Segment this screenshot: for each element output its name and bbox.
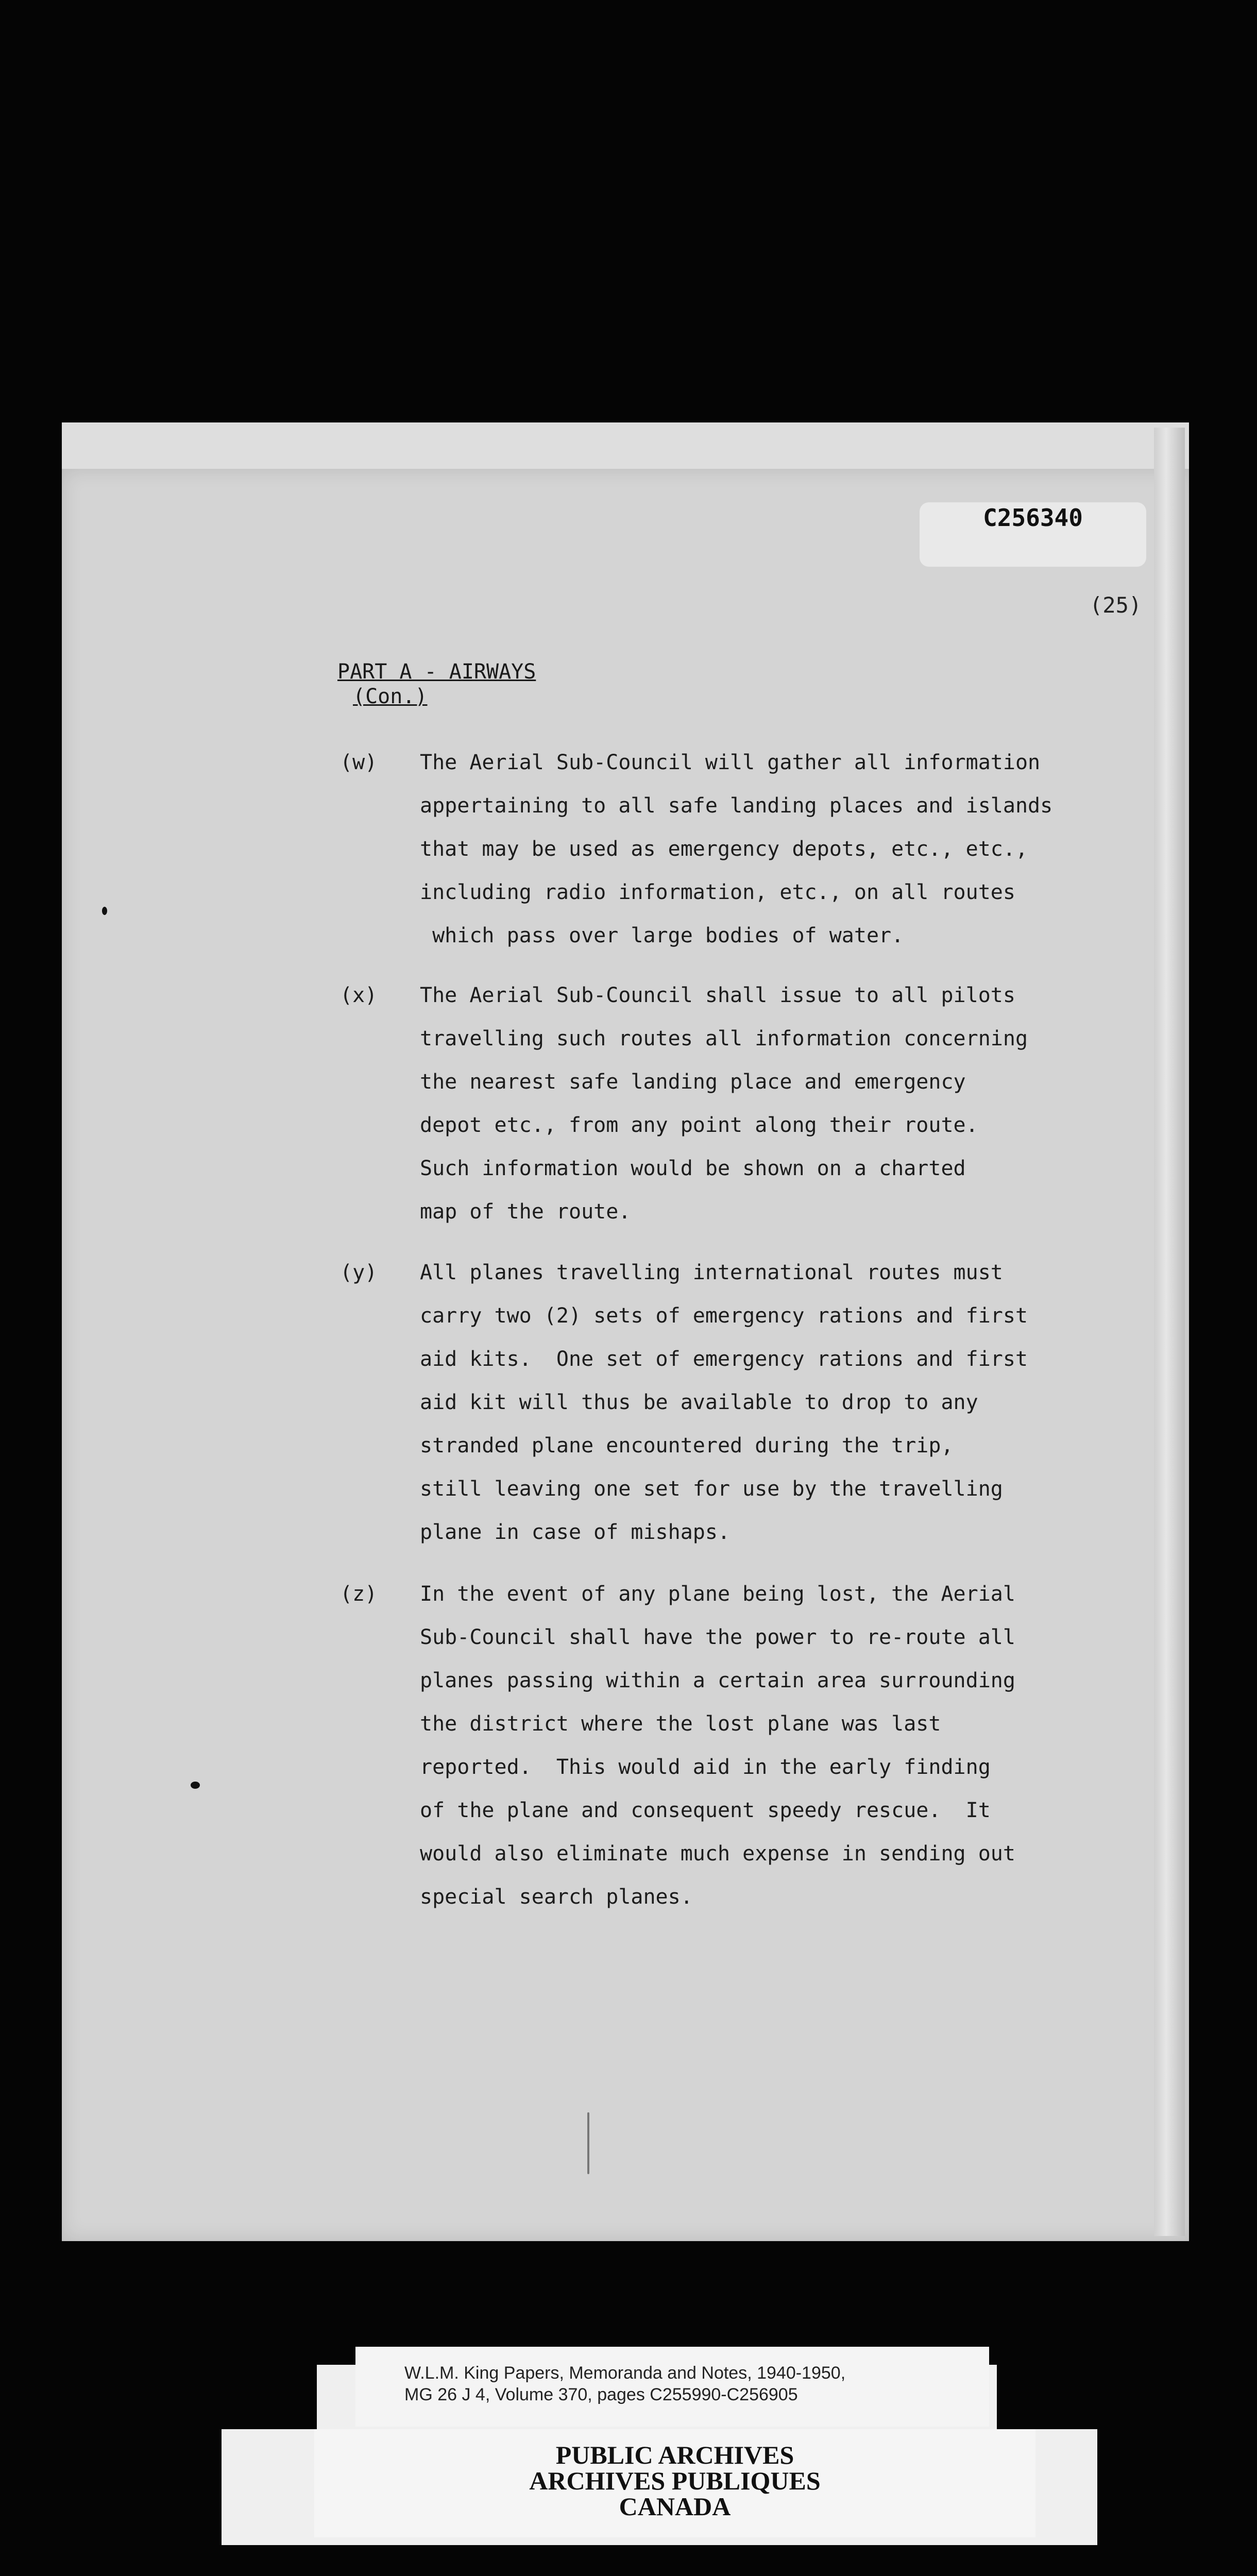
- paragraph-line: All planes travelling international routes must: [420, 1261, 1003, 1284]
- paragraph-line: The Aerial Sub-Council shall issue to all pilots: [420, 984, 1015, 1007]
- paragraph-label: (z): [340, 1582, 378, 1606]
- archives-line: ARCHIVES PUBLIQUES: [529, 2466, 821, 2495]
- paragraph-line: In the event of any plane being lost, the Aerial: [420, 1582, 1015, 1606]
- paragraph-line: including radio information, etc., on all routes: [420, 880, 1015, 904]
- paragraph-line: appertaining to all safe landing places and islands: [420, 794, 1053, 818]
- section-heading: [337, 659, 536, 709]
- paragraph-line: that may be used as emergency depots, etc., etc.,: [420, 837, 1028, 861]
- paragraph-y: [340, 1251, 1144, 1554]
- paragraph-line: Such information would be shown on a charted: [420, 1157, 966, 1180]
- paragraph-line: carry two (2) sets of emergency rations and first: [420, 1304, 1028, 1328]
- archives-line: CANADA: [619, 2492, 731, 2521]
- paragraph-line: aid kits. One set of emergency rations and first: [420, 1347, 1028, 1371]
- citation-line: W.L.M. King Papers, Memoranda and Notes, 1940-1950,: [404, 2363, 846, 2383]
- paragraph-line: which pass over large bodies of water.: [420, 924, 904, 947]
- paragraph-line: The Aerial Sub-Council will gather all information: [420, 751, 1041, 774]
- stamp-number: C256340: [983, 504, 1083, 532]
- scan-speck: [102, 907, 107, 915]
- archives-stamp: [314, 2429, 1035, 2537]
- paragraph-line: reported. This would aid in the early finding: [420, 1755, 991, 1779]
- paragraph-x: [340, 974, 1144, 1233]
- paragraph-line: the nearest safe landing place and emergency: [420, 1070, 966, 1094]
- card-notch-right: [997, 2365, 1097, 2429]
- paragraph-line: aid kit will thus be available to drop to any: [420, 1391, 978, 1414]
- page-number: (25): [1090, 592, 1142, 618]
- paragraph-line: special search planes.: [420, 1885, 693, 1909]
- heading-continued: (Con.): [353, 685, 428, 708]
- paragraph-label: (y): [340, 1261, 378, 1284]
- heading-title: PART A - AIRWAYS: [337, 660, 536, 684]
- citation-line: MG 26 J 4, Volume 370, pages C255990-C256905: [404, 2385, 798, 2404]
- page-edge: [1154, 428, 1185, 2236]
- archives-line: PUBLIC ARCHIVES: [555, 2441, 794, 2469]
- paragraph-w: [340, 741, 1144, 957]
- paragraph-line: stranded plane encountered during the trip,: [420, 1434, 954, 1458]
- paragraph-line: of the plane and consequent speedy rescue. It: [420, 1799, 991, 1822]
- paragraph-line: depot etc., from any point along their route.: [420, 1113, 978, 1137]
- paragraph-label: (x): [340, 984, 378, 1007]
- paragraph-line: map of the route.: [420, 1200, 631, 1224]
- paragraph-line: still leaving one set for use by the travelling: [420, 1477, 1003, 1501]
- reference-stamp: [920, 502, 1146, 567]
- scan-mark: [587, 2112, 589, 2174]
- paragraph-label: (w): [340, 751, 378, 774]
- scan-speck: [191, 1782, 200, 1789]
- citation-label: [355, 2347, 989, 2427]
- paragraph-line: would also eliminate much expense in sending out: [420, 1842, 1015, 1866]
- paragraph-line: travelling such routes all information concerning: [420, 1027, 1028, 1050]
- paragraph-line: plane in case of mishaps.: [420, 1520, 731, 1544]
- paragraph-line: Sub-Council shall have the power to re-route all: [420, 1625, 1015, 1649]
- paragraph-line: the district where the lost plane was last: [420, 1712, 941, 1736]
- paragraph-z: [340, 1572, 1144, 1919]
- card-notch-left: [222, 2365, 317, 2429]
- paragraph-line: planes passing within a certain area surrounding: [420, 1669, 1015, 1692]
